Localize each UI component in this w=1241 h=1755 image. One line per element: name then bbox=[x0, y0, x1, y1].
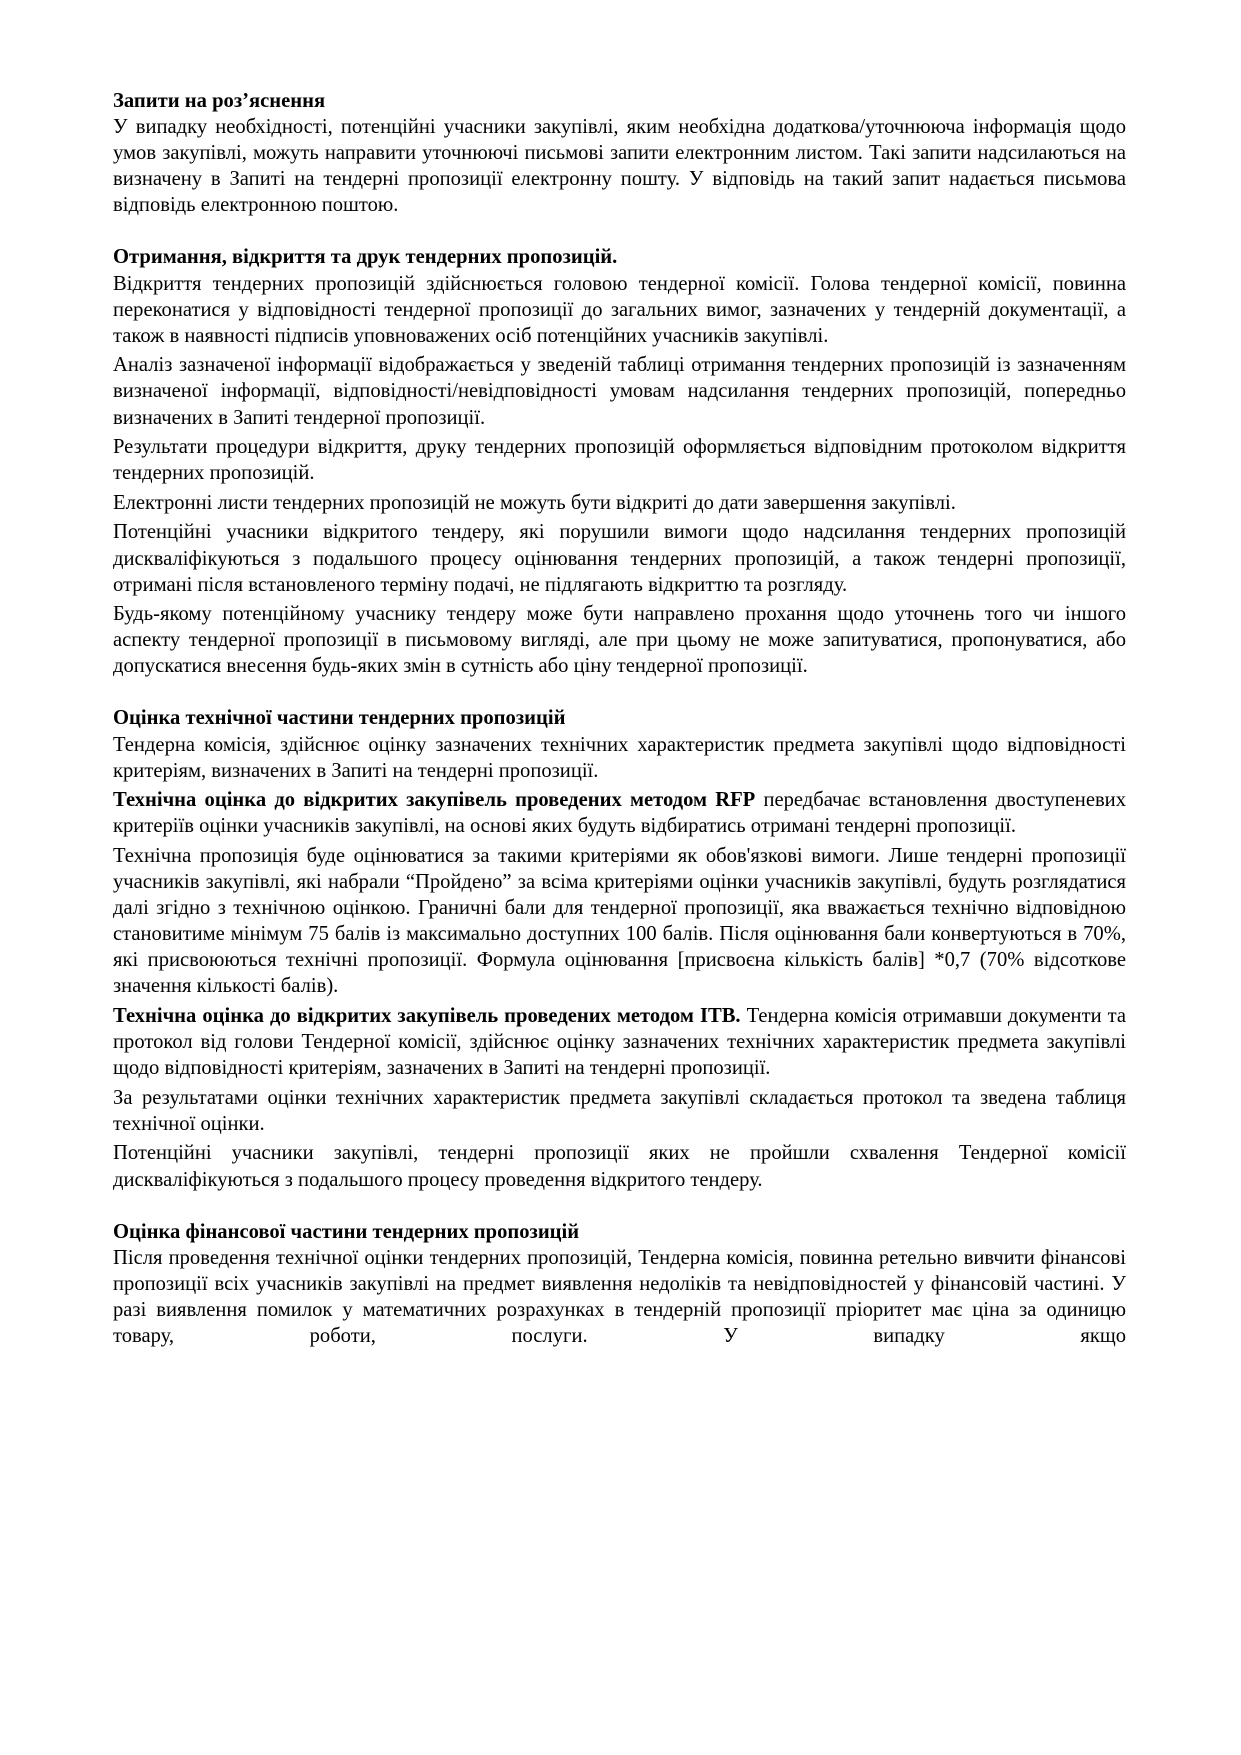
paragraph-itb bbox=[113, 1003, 1126, 1081]
section-heading: Запити на роз’яснення bbox=[113, 90, 326, 112]
paragraph: Відкриття тендерних пропозицій здійснюється головою тендерної комісії. Голова тендерної комісії, повинна переконатися у відповідності тендерної пропозиції до загальних вимог, зазначених у тендерній документації, а також в наявності підписів уповноважених осіб потенційних учасників закупівлі. bbox=[113, 272, 1126, 347]
paragraph-rfp bbox=[113, 787, 1126, 839]
section-receipt-opening bbox=[113, 244, 1126, 679]
paragraph: Тендерна комісія, здійснює оцінку зазначених технічних характеристик предмета закупівлі щодо відповідності критеріям, визначених в Запиті на тендерні пропозиції. bbox=[113, 733, 1126, 782]
paragraph: Аналіз зазначеної інформації відображається у зведеній таблиці отримання тендерних пропозицій із зазначенням визначеної інформації, відповідності/невідповідності умовам надсилання тендерних пропозицій, попередньо визначених в Запиті тендерної пропозиції. bbox=[113, 354, 1126, 429]
paragraph: Будь-якому потенційному учаснику тендеру може бути направлено прохання щодо уточнень того чи іншого аспекту тендерної пропозиції в письмовому вигляді, але при цьому не може запитуватися, пропонуватися, або допускатися внесення будь-яких змін в сутність або ціну тендерної пропозиції. bbox=[113, 603, 1126, 678]
document-page bbox=[113, 88, 1126, 1349]
paragraph: Електронні листи тендерних пропозицій не можуть бути відкриті до дати завершення закупівлі. bbox=[113, 491, 956, 514]
section-heading: Отримання, відкриття та друк тендерних пропозицій. bbox=[113, 246, 618, 269]
paragraph-rfp-detail: Технічна пропозиція буде оцінюватися за такими критеріями як обов'язкові вимоги. Лише тендерні пропозиції учасників закупівлі, які набрали “Пройдено” за всіма критеріями оцінки учасників закупівлі, будуть розглядатися далі згідно з технічною оцінкою. Граничні бали для тендерної пропозиції, яка вважається технічно відповідною становитиме мінімум 75 балів із максимально доступних 100 балів. Після оцінювання бали конвертуються в 70%, які присвоюються технічні пропозиції. Формула оцінювання [присвоєна кількість балів] *0,7 (70% відсоткове значення кількості балів). bbox=[113, 844, 1126, 998]
paragraph: Потенційні учасники відкритого тендеру, які порушили вимоги щодо надсилання тендерних пропозицій дискваліфікуються з подальшого процесу оцінювання тендерних пропозицій, а також тендерні пропозиції, отримані після встановленого терміну подачі, не підлягають відкриттю та розгляду. bbox=[113, 521, 1126, 596]
itb-lead: Технічна оцінка до відкритих закупівель проведених методом ITB. bbox=[113, 1005, 741, 1027]
section-heading: Оцінка технічної частини тендерних пропозицій bbox=[113, 707, 566, 730]
paragraph: За результатами оцінки технічних характеристик предмета закупівлі складається протокол та зведена таблиця технічної оцінки. bbox=[113, 1086, 1126, 1135]
section-technical-evaluation bbox=[113, 705, 1126, 1192]
section-financial-evaluation bbox=[113, 1219, 1126, 1349]
paragraph: Потенційні учасники закупівлі, тендерні пропозиції яких не пройшли схвалення Тендерної комісії дискваліфікуються з подальшого процесу проведення відкритого тендеру. bbox=[113, 1142, 1126, 1191]
rfp-text: передбачає встановлення двоступеневих критеріїв оцінки учасників закупівлі, на основі яких будуть відбиратись отримані тендерні пропозиції. bbox=[113, 789, 1126, 838]
itb-text: Тендерна комісія отримавши документи та протокол від голови Тендерної комісії, здійснює оцінку зазначених технічних характеристик предмета закупівлі щодо відповідності критеріям, зазначених в Запиті на тендерні пропозиції. bbox=[113, 1005, 1126, 1080]
section-heading: Оцінка фінансової частини тендерних пропозицій bbox=[113, 1220, 580, 1243]
paragraph: Результати процедури відкриття, друку тендерних пропозицій оформляється відповідним протоколом відкриття тендерних пропозицій. bbox=[113, 436, 1126, 485]
paragraph: У випадку необхідності, потенційні учасники закупівлі, яким необхідна додаткова/уточнююча інформація щодо умов закупівлі, можуть направити уточнюючі письмові запити електронним листом. Такі запити надсилаються на визначену в Запиті на тендерні пропозиції електронну пошту. У відповідь на такий запит надається письмова відповідь електронною поштою. bbox=[113, 116, 1126, 217]
rfp-lead: Технічна оцінка до відкритих закупівель проведених методом RFP bbox=[113, 789, 756, 812]
paragraph: Після проведення технічної оцінки тендерних пропозицій, Тендерна комісія, повинна ретельно вивчити фінансові пропозиції всіх учасників закупівлі на предмет виявлення недоліків та невідповідностей у фінансовій частині. У разі виявлення помилок у математичних розрахунках в тендерній пропозиції пріоритет має ціна за одиницю товару, роботи, послуги. У випадку якщо bbox=[113, 1246, 1126, 1348]
section-clarification-requests bbox=[113, 88, 1126, 218]
